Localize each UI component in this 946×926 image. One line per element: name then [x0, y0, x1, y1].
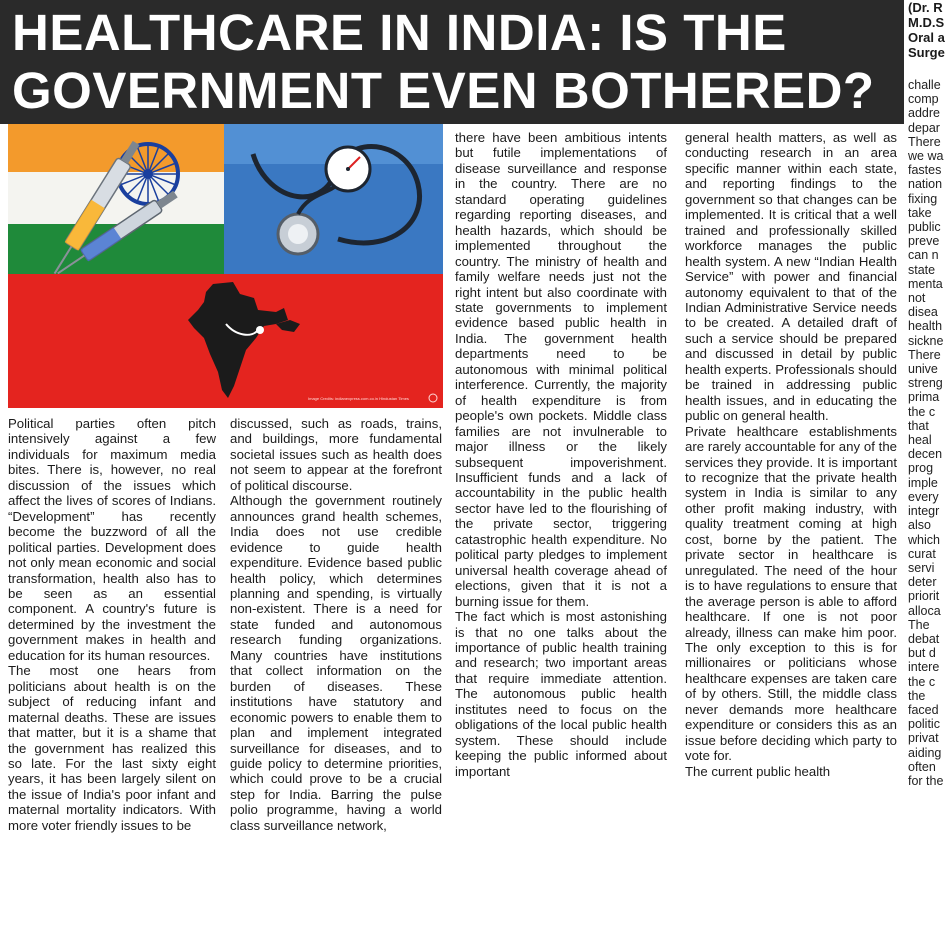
- side-article-line: which: [908, 532, 940, 547]
- byline-line: Oral a: [908, 30, 945, 45]
- india-healthcare-collage: [8, 124, 443, 408]
- side-article-line: politic: [908, 717, 940, 732]
- image-credit: Image Credits: indianexpress.com.co.in Hindustan Times: [308, 396, 409, 401]
- side-article-line: we wa: [908, 149, 944, 164]
- side-article-line: curat: [908, 546, 936, 561]
- side-article-line: decen: [908, 447, 943, 462]
- side-article-line: often: [908, 759, 936, 774]
- side-article-line: depar: [908, 120, 940, 135]
- side-article-line: The: [908, 617, 930, 632]
- side-article-line: menta: [908, 276, 943, 291]
- byline-line: (Dr. R: [908, 0, 943, 15]
- byline-line: M.D.S: [908, 15, 945, 30]
- article-photo: [8, 124, 443, 408]
- paragraph: Private healthcare establishments are rarely accountable for any of the services they provide. It is important to recognize that the private health system in India is similar to any other profit making industry, with quality treatment coming at high cost, borne by the patient. The private sector in healthcare is unregulated. The need of the hour is to have regulations to ensure that the average person is able to afford healthcare. If one is not poor already, illness can make him poor. The only exception to this is for millionaires or politicians whose healthcare expenses are taken care of by others. Still, the middle class never demands more healthcare expenditure or considers this as an issue before deciding which party to vote for.: [685, 423, 897, 764]
- side-article-line: preve: [908, 234, 940, 249]
- side-article-line: also: [908, 518, 931, 533]
- side-article-line: the: [908, 688, 926, 703]
- side-article-line: streng: [908, 376, 943, 391]
- side-article-line: deter: [908, 575, 937, 590]
- article-column-3: [455, 130, 667, 922]
- side-article-line: for the: [908, 773, 944, 788]
- side-article-line: addre: [908, 106, 940, 121]
- paragraph: Political parties often pitch intensively against a few individuals for maximum media bites. There is, however, no real discussion of the issues which affect the lives of scores of Indians. “Development” has recently become the buzzword of all the political parties. Development does not only mean economic and social transformation, health also has to be seen as an essential component. A country's future is determined by the investment the government makes in health and education for its human resources.: [8, 416, 216, 663]
- side-article-line: intere: [908, 660, 940, 675]
- side-article-column: [908, 78, 946, 923]
- article-column-2: [230, 416, 442, 921]
- side-article-line: can n: [908, 248, 939, 263]
- side-article-line: the c: [908, 404, 936, 419]
- side-article-line: aiding: [908, 745, 942, 760]
- paragraph: there have been ambitious intents but futile implementations of disease surveillance and response in the country. There are no standard operating guidelines regarding reporting diseases, and health hazards, which should be implemented throughout the country. The ministry of health and family welfare needs just not the right intent but also coordinate with state governments to implement evidence based public health in India. The government health departments need to be autonomous with minimal political interference. Currently, the majority of health expenditure is from people's own pockets. Middle class families are not invulnerable to major illness or the likely subsequent impoverishment. Insufficient funds and a lack of accountability in the public health sector have led to the flourishing of the private sector, triggering catastrophic health expenditure. No political party pledges to implement universal health coverage ahead of elections, given that it is not a burning issue for them.: [455, 130, 667, 609]
- side-article-line: heal: [908, 433, 932, 448]
- side-article-line: sickne: [908, 333, 944, 348]
- side-article-line: that: [908, 418, 929, 433]
- side-article-line: fastes: [908, 163, 942, 178]
- side-article-line: challe: [908, 78, 941, 92]
- side-article-line: disea: [908, 305, 938, 320]
- pressure-gauge-icon: [326, 147, 370, 191]
- side-article-line: every: [908, 489, 939, 504]
- paragraph: Although the government routinely announces grand health schemes, India does not use credible evidence to guide health expenditure. Evidence based public health policy, which determines planning and spending, is virtually non-existent. There is a need for state funded and autonomous research funding organizations. Many countries have institutions that collect information on the burden of diseases. These institutions have statutory and economic powers to enable them to plan and implement integrated surveillance for diseases, and to guide policy to determine priorities, which could prove to be a crucial step for India. Barring the pulse polio programme, having a world class surveillance network,: [230, 493, 442, 833]
- side-article-line: imple: [908, 475, 938, 490]
- side-article-line: but d: [908, 646, 936, 661]
- paragraph: The fact which is most astonishing is that no one talks about the importance of public health training and research; two important areas that require immediate attention. The autonomous public health institutes need to focus on the obligations of the local public health system. These should include keeping the public informed about important: [455, 609, 667, 779]
- side-article-line: alloca: [908, 603, 941, 618]
- side-article-line: debat: [908, 631, 940, 646]
- side-article-line: take: [908, 205, 932, 220]
- paragraph: The current public health: [685, 763, 831, 779]
- side-article-line: integr: [908, 504, 940, 519]
- side-article-line: comp: [908, 92, 939, 107]
- side-article-line: fixing: [908, 191, 938, 206]
- side-article-line: state: [908, 262, 936, 277]
- side-article-line: There: [908, 134, 941, 149]
- headline-banner: [0, 0, 904, 124]
- paragraph: general health matters, as well as conducting research in an area specific manner within each state, and reporting findings to the government so that changes can be implemented. It is critical that a well trained and professionally skilled workforce manages the public health system. A new “Indian Health Service” with power and financial autonomy equivalent to that of the Indian Administrative Service needs to be created. A detailed draft of such a service should be prepared and discussed in detail by public health experts. Professionals should be trained in addressing public health issues, and in educating the public on general health.: [685, 130, 897, 424]
- side-article-line: public: [908, 220, 941, 235]
- article-column-1: [8, 416, 216, 921]
- paragraph: The most one hears from politicians about health is on the subject of reducing infant and maternal deaths. These are issues that matter, but it is a shame that the government has realized this so late. For the last sixty eight years, it has been largely silent on the issue of India's poor infant and maternal mortality indicators. With more voter friendly issues to be: [8, 663, 216, 833]
- side-article-line: the c: [908, 674, 936, 689]
- paragraph: discussed, such as roads, trains, and buildings, more fundamental societal issues such as health does not seem to appear at the forefront of political discourse.: [230, 416, 442, 493]
- byline-line: Surge: [908, 45, 945, 60]
- side-article-line: servi: [908, 560, 935, 575]
- side-article-line: priorit: [908, 589, 940, 604]
- side-article-line: There: [908, 347, 941, 362]
- side-article-line: not: [908, 291, 926, 306]
- side-article-line: privat: [908, 731, 939, 746]
- side-article-line: prima: [908, 390, 940, 405]
- side-article-line: prog: [908, 461, 934, 476]
- side-article-line: health: [908, 319, 943, 334]
- side-article-line: faced: [908, 702, 939, 717]
- article-column-4: [685, 130, 897, 922]
- side-article-line: unive: [908, 362, 938, 377]
- side-article-line: nation: [908, 177, 943, 192]
- headline: HEALTHCARE IN INDIA: IS THE GOVERNMENT EVEN BOTHERED?: [12, 4, 875, 119]
